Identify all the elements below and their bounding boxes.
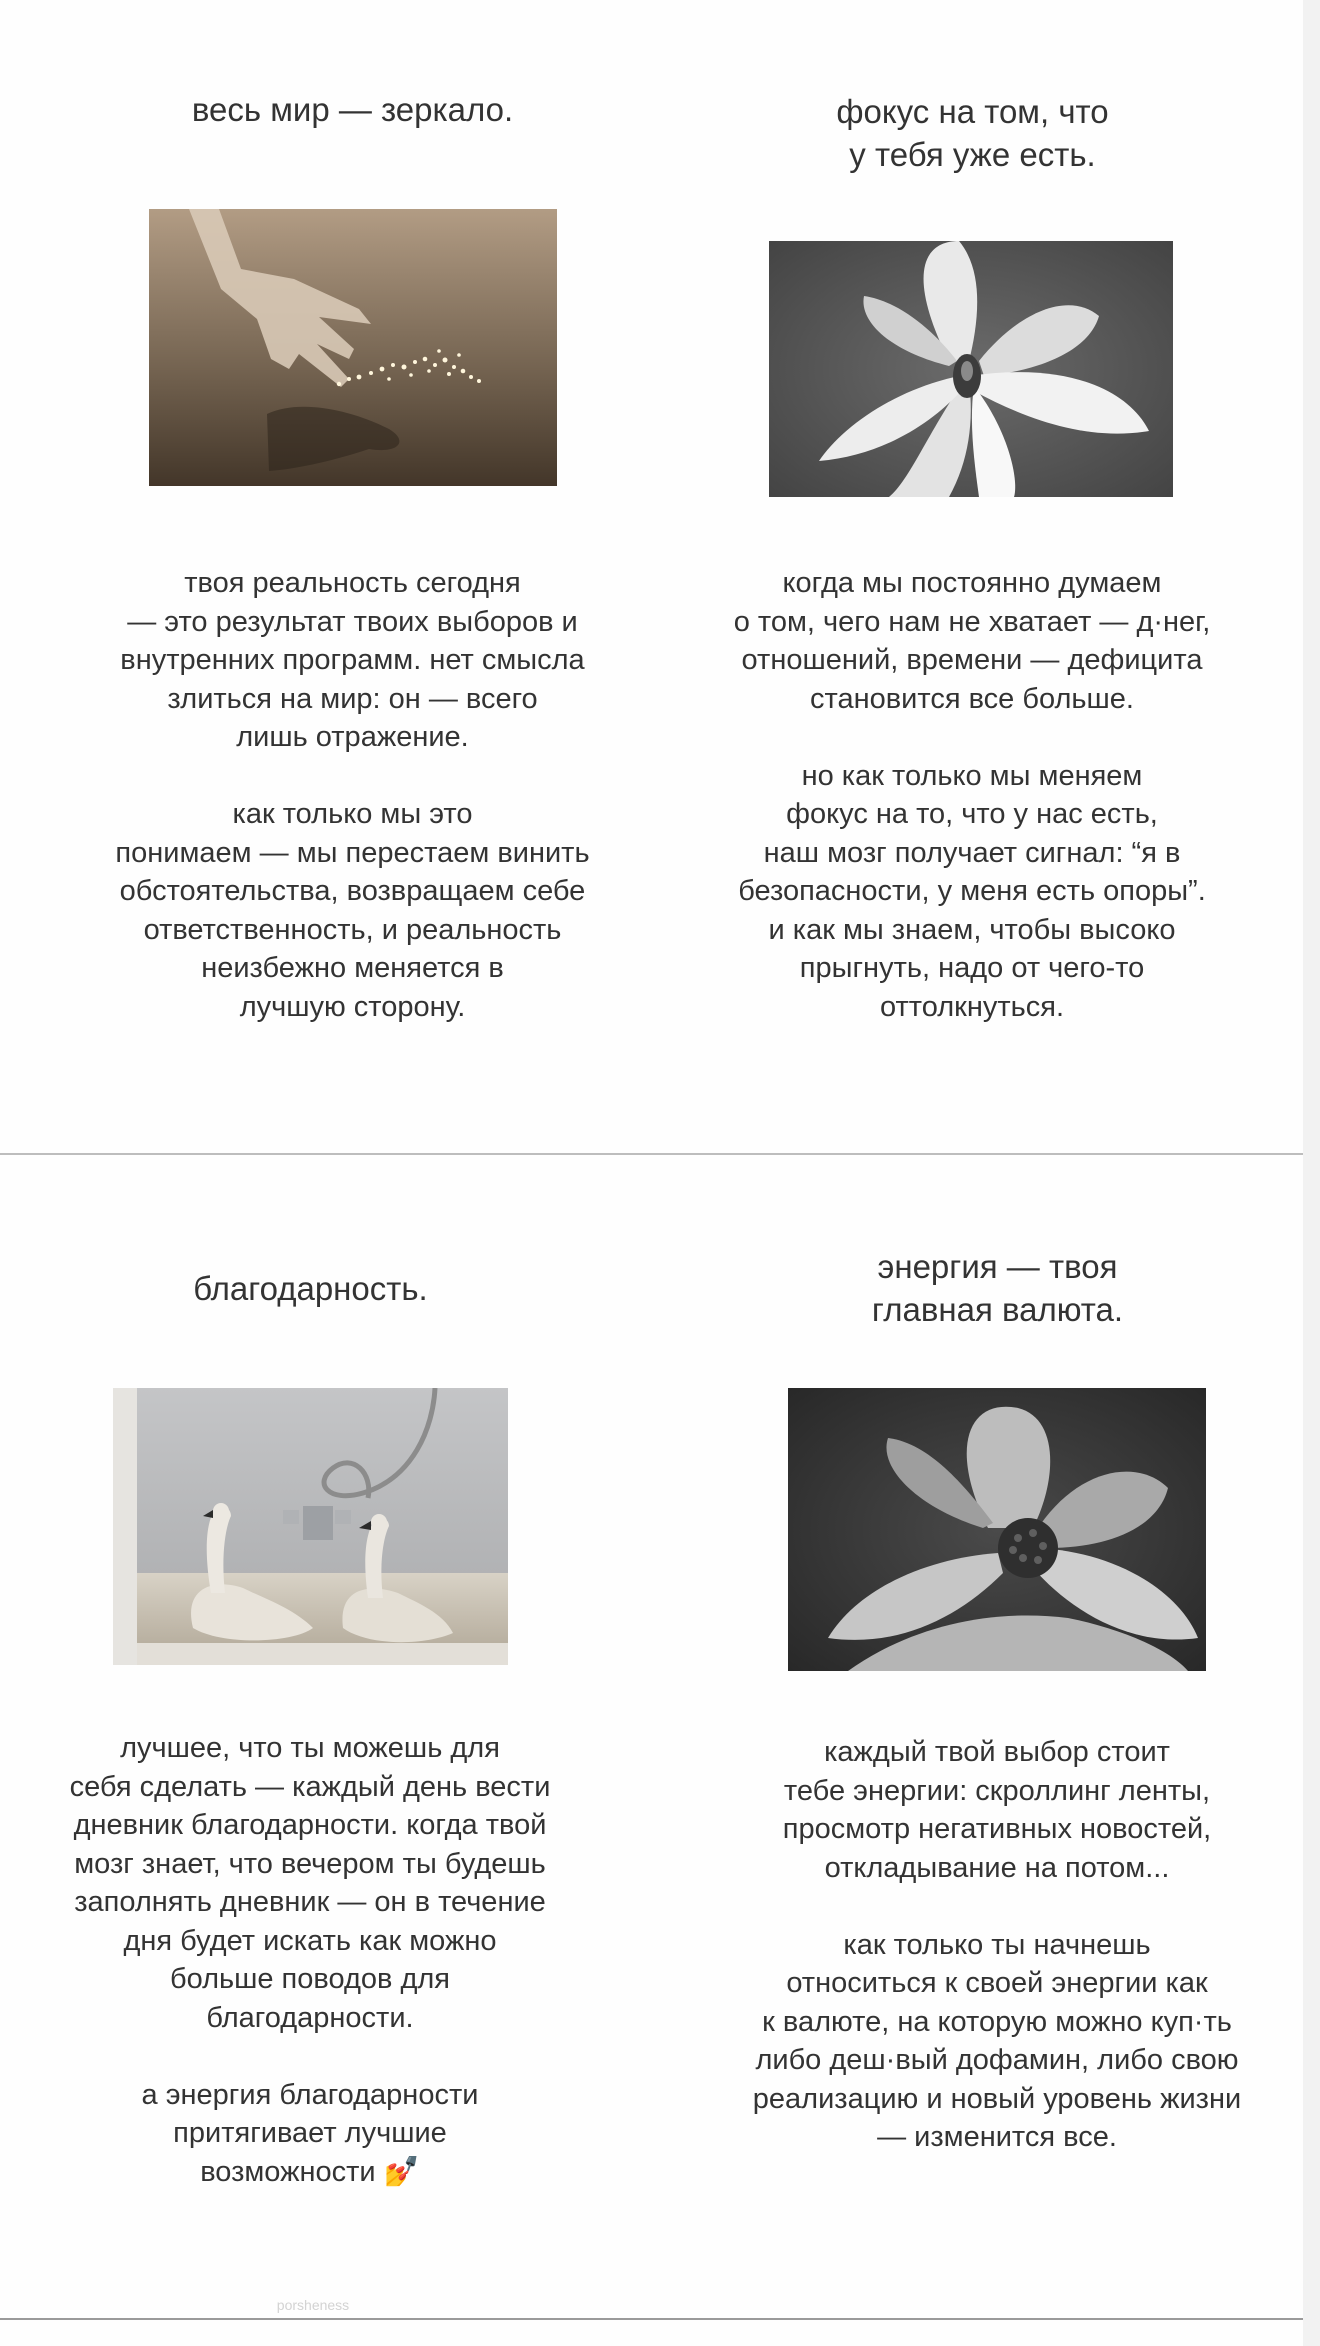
card-3-body: лучшее, что ты можешь для себя сделать — каждый день вести дневник благодарности. когда твой мозг знает, что вечером ты будешь заполнять дневник — он в течение дня будет искать как можно больше поводов для благодарности. а энергия благодарности притягивает лучшие возможности 💅 [69,1732,551,2188]
card-1-title: весь мир — зеркало. [191,91,514,128]
swans-bathtub-photo [113,1388,508,1665]
section-divider [0,1153,1303,1155]
card-3-title: благодарность. [193,1270,428,1307]
white-flower-photo [769,241,1173,497]
bottom-divider [0,2318,1303,2320]
card-2-body: когда мы постоянно думаем о том, чего нам не хватает — д·нег, отношений, времени — дефицита становится все больше. но как только мы меняем фокус на то, что у нас есть, наш мозг получает сигнал: “я в безопасности, у меня есть опоры”. и как мы знаем, чтобы высоко прыгнуть, надо от чего-то оттолкнуться. [733,567,1211,1023]
card-2-title: фокус на том, что у тебя уже есть. [836,93,1109,173]
watermark: porsheness [276,2297,350,2313]
hand-sparkles-photo [149,209,557,486]
dark-flower-photo [788,1388,1206,1671]
card-4-body: каждый твой выбор стоит тебе энергии: скроллинг ленты, просмотр негативных новостей, откладывание на потом... как только ты начнешь относиться к своей энергии как к валюте, на которую можно куп·ть либо деш·вый дофамин, либо свою реализацию и новый уровень жизни — изменится все. [752,1736,1242,2153]
card-4-title: энергия — твоя главная валюта. [871,1248,1124,1328]
card-1-body: твоя реальность сегодня — это результат твоих выборов и внутренних программ. нет смысла злиться на мир: он — всего лишь отражение. как только мы это понимаем — мы перестаем винить обстоятельства, возвращаем себе ответственность, и реальность неизбежно меняется в лучшую сторону. [115,567,590,1023]
